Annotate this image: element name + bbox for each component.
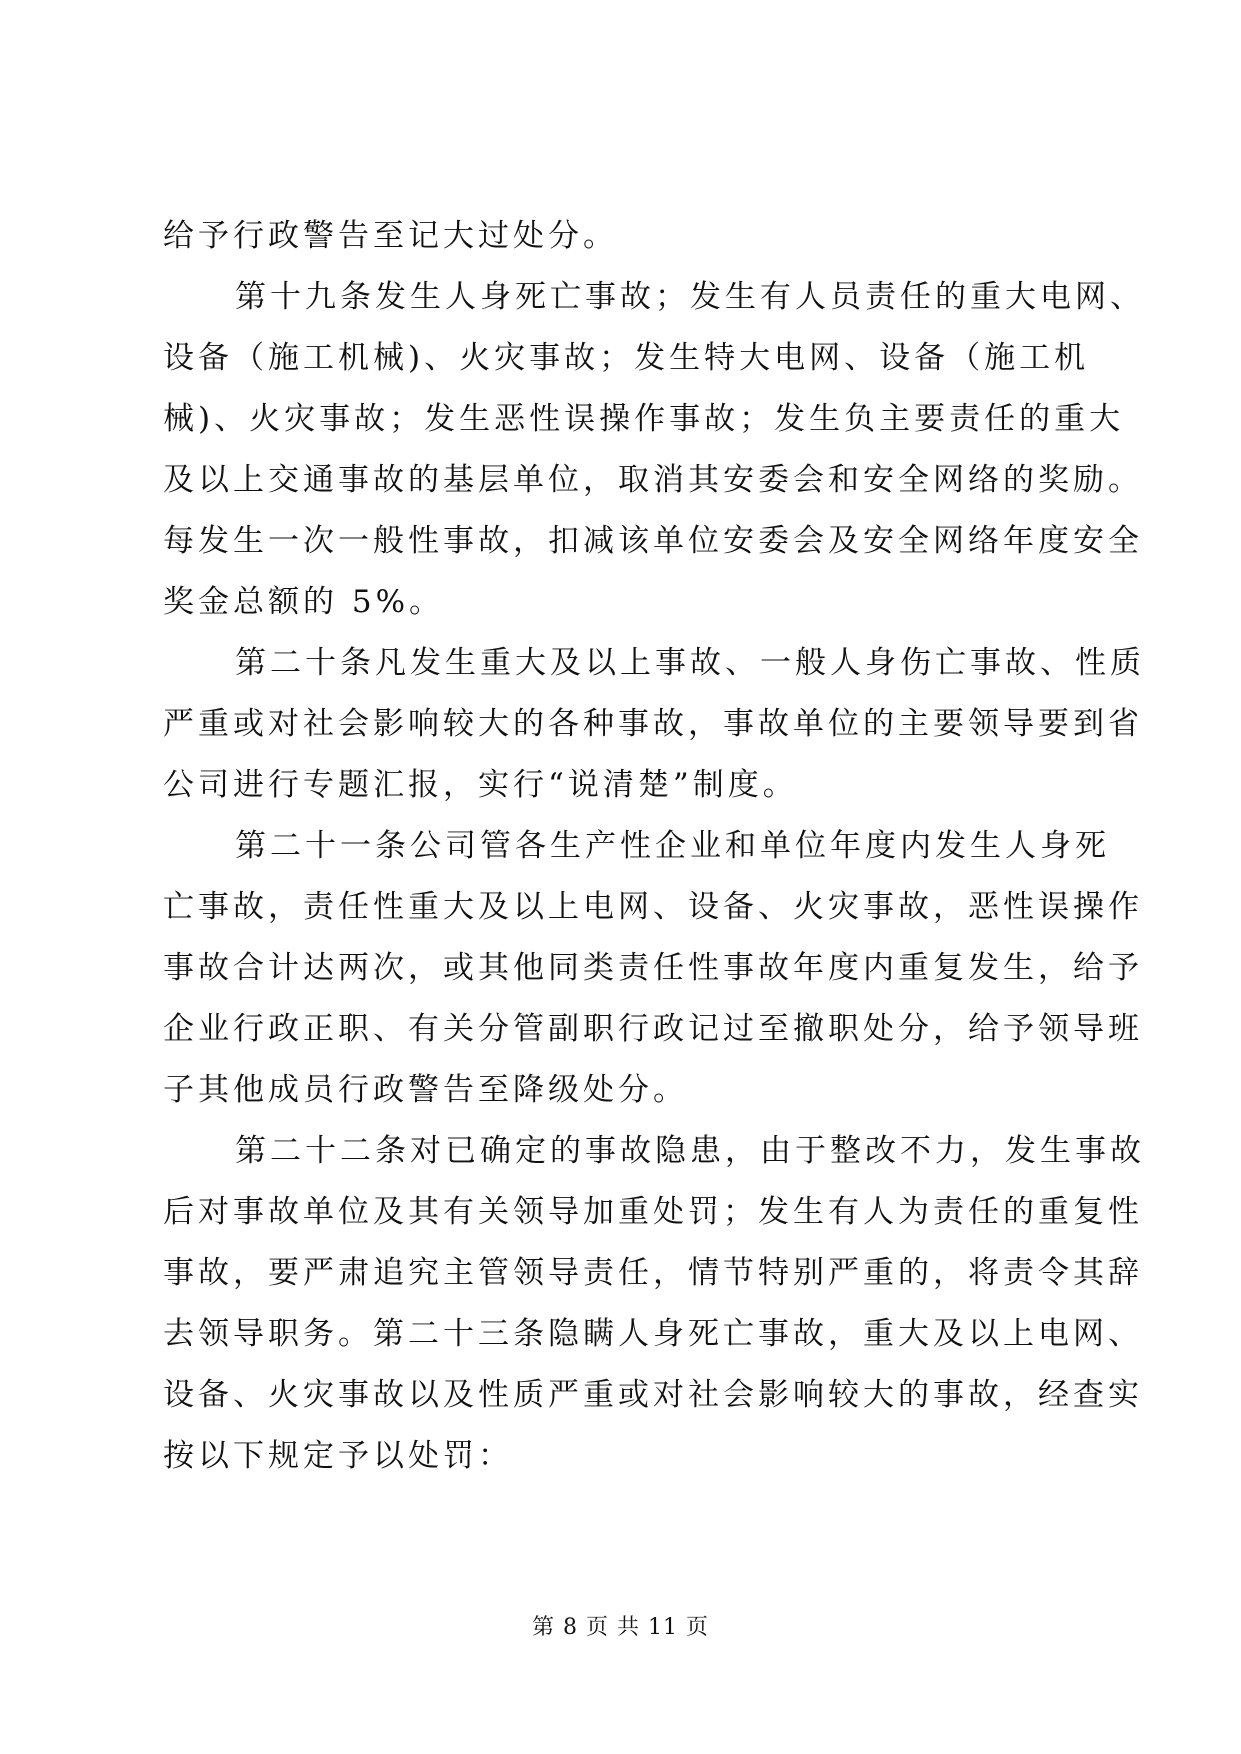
text-line: 事故合计达两次，或其他同类责任性事故年度内重复发生，给予 [163, 950, 1143, 986]
text-line: 去领导职务。第二十三条隐瞒人身死亡事故，重大及以上电网、 [163, 1316, 1143, 1352]
text-line: 亡事故，责任性重大及以上电网、设备、火灾事故，恶性误操作 [163, 889, 1143, 925]
text-line: 设备（施工机械)、火灾事故；发生特大电网、设备（施工机 [163, 340, 1090, 376]
text-line: 企业行政正职、有关分管副职行政记过至撤职处分，给予领导班 [163, 1011, 1143, 1047]
text-line: 严重或对社会影响较大的各种事故，事故单位的主要领导要到省 [163, 706, 1143, 742]
text-line: 奖金总额的 5%。 [163, 584, 445, 620]
text-line: 械)、火灾事故；发生恶性误操作事故；发生负主要责任的重大 [163, 401, 1125, 437]
paragraph-start-article-22: 第二十二条对已确定的事故隐患，由于整改不力，发生事故 [235, 1133, 1145, 1169]
page-number-footer: 第 8 页 共 11 页 [532, 1615, 709, 1640]
document-body [163, 206, 1145, 1487]
paragraph-start-article-21: 第二十一条公司管各生产性企业和单位年度内发生人身死 [235, 828, 1110, 864]
text-line: 子其他成员行政警告至降级处分。 [163, 1072, 688, 1108]
text-line: 及以上交通事故的基层单位，取消其安委会和安全网络的奖励。 [163, 462, 1143, 498]
paragraph-start-article-20: 第二十条凡发生重大及以上事故、一般人身伤亡事故、性质 [235, 645, 1145, 681]
text-line: 事故，要严肃追究主管领导责任，情节特别严重的，将责令其辞 [163, 1255, 1143, 1291]
text-line: 每发生一次一般性事故，扣减该单位安委会及安全网络年度安全 [163, 523, 1143, 559]
text-line: 给予行政警告至记大过处分。 [163, 218, 618, 254]
text-line: 后对事故单位及其有关领导加重处罚；发生有人为责任的重复性 [163, 1194, 1143, 1230]
paragraph-start-article-19: 第十九条发生人身死亡事故；发生有人员责任的重大电网、 [235, 279, 1145, 315]
text-line: 设备、火灾事故以及性质严重或对社会影响较大的事故，经查实 [163, 1377, 1143, 1413]
text-line: 按以下规定予以处罚： [163, 1438, 513, 1474]
text-line: 公司进行专题汇报，实行“说清楚”制度。 [163, 767, 798, 803]
